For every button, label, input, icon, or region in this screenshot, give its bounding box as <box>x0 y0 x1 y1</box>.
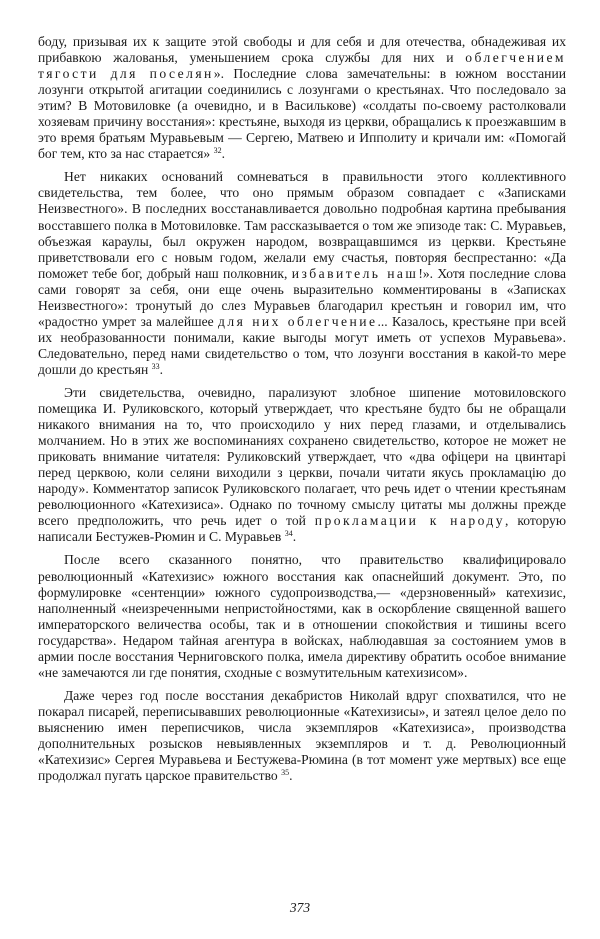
paragraph-3 <box>38 385 566 545</box>
paragraph-4 <box>38 552 566 680</box>
paragraph-5 <box>38 688 566 784</box>
footnote-ref: 35 <box>281 768 290 778</box>
footnote-ref: 33 <box>151 361 160 371</box>
text-span: . <box>289 768 293 784</box>
text-span: Эти свидетельства, очевидно, парализуют злобное шипение мотовиловского помещика И. Руликовского, который утверждает, что крестьяне будто бы не обращали никакого внимания на то, что происходило у них перед глазами, и отделывались молчанием. Но в этих же воспоминаниях сохранено свидетельство, которое не может не приковать внимание читателя: Руликовский утверждает, что «два офіцери на цвинтарі перед церквою, коли селяни виходили з церкви, почали читати якусь прокламацію до народу». Комментатор записок Руликовского полагает, что речь идет о чтении крестьянам революционного «Катехизиса». Однако по точному смыслу цитаты мы должны прежде всего предположить, что речь идет о той <box>38 384 566 529</box>
footnote-ref: 32 <box>213 146 222 156</box>
spaced-emphasis: прокламации к народу <box>314 513 506 529</box>
text-span: ... Казалось, крестьяне при всей их необразованности понимали, какие выгоды могут иметь от успехов Муравьева». Следовательно, перед нами свидетельство о том, что лозунги восстания в какой-то мере дошли до крестьян <box>38 313 566 377</box>
text-span: !». Хотя последние слова сами говорят за себя, они еще очень выразительно комментированы в «Записках Неизвестного»: тронутый до слез Муравьев благодарил крестьян и говорил им, что «радостно умрет за малейшее <box>38 265 566 329</box>
text-span: . <box>292 529 297 545</box>
text-span: Даже через год после восстания декабристов Николай вдруг спохватился, что не покарал писарей, переписывавших революционные «Катехизисы», и затеял целое дело по выяснению имен переписчиков, числа экземпляров «Катехизиса», производства дополнительных розысков невыявленных экземпляров и т. д. Революционный «Катехизис» Сергея Муравьева и Бестужева-Рюмина (в тот момент уже мертвых) все еще продолжал пугать царское правительство <box>38 687 566 784</box>
text-span: . <box>221 146 226 162</box>
text-span: . <box>159 361 164 377</box>
text-span: , которую написали Бестужев-Рюмин и С. Муравьев <box>38 513 567 545</box>
footnote-ref: 34 <box>284 529 293 539</box>
text-span: Нет никаких оснований сомневаться в правильности этого коллективного свидетельства, тем более, что оно прямым образом совпадает с «Записками Неизвестного». В последних восстанавливается довольно подробная картина пребывания восставшего полка в Мотовиловке. Там рассказывается о том же эпизоде так: С. Муравьев, объезжая караулы, был окружен народом, возвращавшимся из церкви. Крестьяне приветствовали его с новым годом, желали ему счастья, повторяя беспрестанно: «Да поможет тебе бог, добрый наш полковник, <box>38 169 566 281</box>
paragraph-2 <box>38 169 566 378</box>
text-span: ». Последние слова замечательны: в южном восстании лозунги открытой агитации соединились с лозунгами о крестьянах. Что последовало за этим? В Мотовиловке (а очевидно, и в Василькове) «солдаты по-своему растолковали хозяевам причину восстания»: крестьяне, выходя из церкви, обращались к проезжавшим в это время братьям Муравьевым — Сергею, Матвею и Ипполиту и кричали им: «Помогай бог тем, кто за нас старается» <box>38 66 566 162</box>
spaced-emphasis: избавитель наш <box>291 265 419 281</box>
spaced-emphasis: для них облегчение <box>218 313 378 329</box>
spaced-emphasis: облегчением тягости для поселян <box>38 50 566 82</box>
page-number: 373 <box>289 900 311 915</box>
paragraph-1 <box>38 34 566 162</box>
text-span: боду, призывая их к защите этой свободы и для себя и для отечества, обнадеживая их прибавкою жалованья, уменьшением срока службы для них и <box>38 34 566 66</box>
text-span: После всего сказанного понятно, что правительство квалифицировало революционный «Катехизис» южного восстания как опаснейший документ. Это, по формулировке «сентенции» южного судопроизводства,— «дерзновенный» катехизис, наполненный «неизреченными непристойностями, как в оскорбление священной вашего императорского величества особы, так и в отношении спокойствия и тишины всего государства». Недаром тайная агентура в войсках, наблюдавшая за состоянием умов в армии после восстания Черниговского полка, имела директиву обратить особое внимание «не замечаются ли где понятия, сходные с возмутительным катехизисом». <box>38 552 566 680</box>
